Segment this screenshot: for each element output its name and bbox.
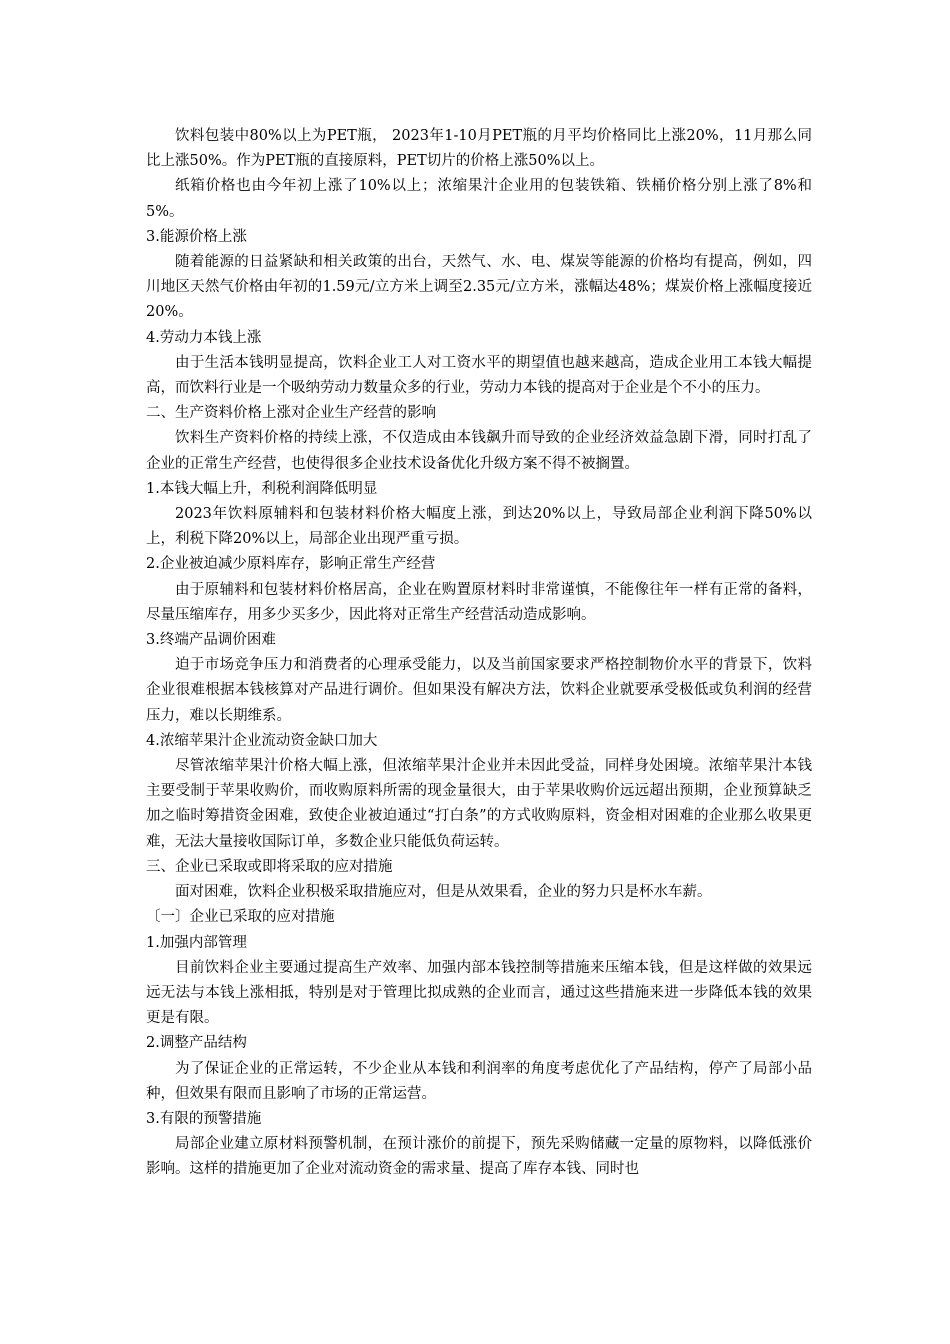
section-heading: 2.调整产品结构: [146, 1035, 247, 1052]
paragraph: 纸箱价格也由今年初上涨了10%以上；浓缩果汁企业用的包装铁箱、铁桶价格分别上涨了8%和5%。: [146, 178, 812, 220]
section-heading: 〔一〕企业已采取的应对措施: [146, 909, 335, 926]
paragraph: 尽管浓缩苹果汁价格大幅上涨，但浓缩苹果汁企业并未因此受益，同样身处困境。浓缩苹果汁本钱主要受制于苹果收购价，而收购原料所需的现金量很大，由于苹果收购价远远超出预期，企业预算缺乏加之临时筹措资金困难，致使企业被迫通过“打白条”的方式收购原料，资金相对困难的企业那么收果更难，无法大量接收国际订单，多数企业只能低负荷运转。: [146, 758, 812, 850]
paragraph: 饮料包装中80%以上为PET瓶， 2023年1-10月PET瓶的月平均价格同比上涨20%，11月那么同比上涨50%。作为PET瓶的直接原料，PET切片的价格上涨50%以上。: [146, 128, 812, 170]
section-heading: 4.浓缩苹果汁企业流动资金缺口加大: [146, 732, 378, 749]
document-body: [146, 124, 812, 1183]
paragraph: 为了保证企业的正常运转，不少企业从本钱和利润率的角度考虑优化了产品结构，停产了局部小品种，但效果有限而且影响了市场的正常运营。: [146, 1060, 812, 1102]
paragraph: 随着能源的日益紧缺和相关政策的出台，天然气、水、电、煤炭等能源的价格均有提高，例如，四川地区天然气价格由年初的1.59元/立方米上调至2.35元/立方米，涨幅达48%；煤炭价格上涨幅度接近20%。: [146, 254, 812, 321]
section-heading: 4.劳动力本钱上涨: [146, 329, 262, 346]
section-heading: 3.能源价格上涨: [146, 228, 247, 245]
paragraph: 迫于市场竞争压力和消费者的心理承受能力，以及当前国家要求严格控制物价水平的背景下，饮料企业很难根据本钱核算对产品进行调价。但如果没有解决方法，饮料企业就要承受极低或负利润的经营压力，难以长期维系。: [146, 657, 812, 724]
paragraph: 面对困难，饮料企业积极采取措施应对，但是从效果看，企业的努力只是杯水车薪。: [175, 884, 712, 901]
section-heading: 2.企业被迫减少原料库存，影响正常生产经营: [146, 556, 436, 573]
paragraph: 饮料生产资料价格的持续上涨，不仅造成由本钱飙升而导致的企业经济效益急剧下滑，同时打乱了企业的正常生产经营，也使得很多企业技术设备优化升级方案不得不被搁置。: [146, 430, 812, 472]
section-heading: 1.本钱大幅上升，利税利润降低明显: [146, 480, 378, 497]
section-heading: 二、生产资料价格上涨对企业生产经营的影响: [146, 405, 436, 422]
paragraph: 由于生活本钱明显提高，饮料企业工人对工资水平的期望值也越来越高，造成企业用工本钱大幅提高，而饮料行业是一个吸纳劳动力数量众多的行业，劳动力本钱的提高对于企业是个不小的压力。: [146, 354, 812, 397]
section-heading: 3.有限的预警措施: [146, 1110, 262, 1127]
section-heading: 1.加强内部管理: [146, 934, 247, 951]
paragraph: 由于原辅料和包装材料价格居高，企业在购置原材料时非常谨慎，不能像往年一样有正常的备料，尽量压缩库存，用多少买多少，因此将对正常生产经营活动造成影响。: [146, 581, 812, 623]
section-heading: 3.终端产品调价困难: [146, 632, 276, 649]
paragraph: 2023年饮料原辅料和包装材料价格大幅度上涨，到达20%以上，导致局部企业利润下降50%以上，利税下降20%以上，局部企业出现严重亏损。: [146, 506, 812, 548]
paragraph: 局部企业建立原材料预警机制，在预计涨价的前提下，预先采购储藏一定量的原物料，以降低涨价影响。这样的措施更加了企业对流动资金的需求量、提高了库存本钱、同时也: [146, 1136, 812, 1178]
section-heading: 三、企业已采取或即将采取的应对措施: [146, 858, 393, 875]
paragraph: 目前饮料企业主要通过提高生产效率、加强内部本钱控制等措施来压缩本钱，但是这样做的效果远远无法与本钱上涨相抵，特别是对于管理比拟成熟的企业而言，通过这些措施来进一步降低本钱的效果更是有限。: [146, 959, 812, 1027]
